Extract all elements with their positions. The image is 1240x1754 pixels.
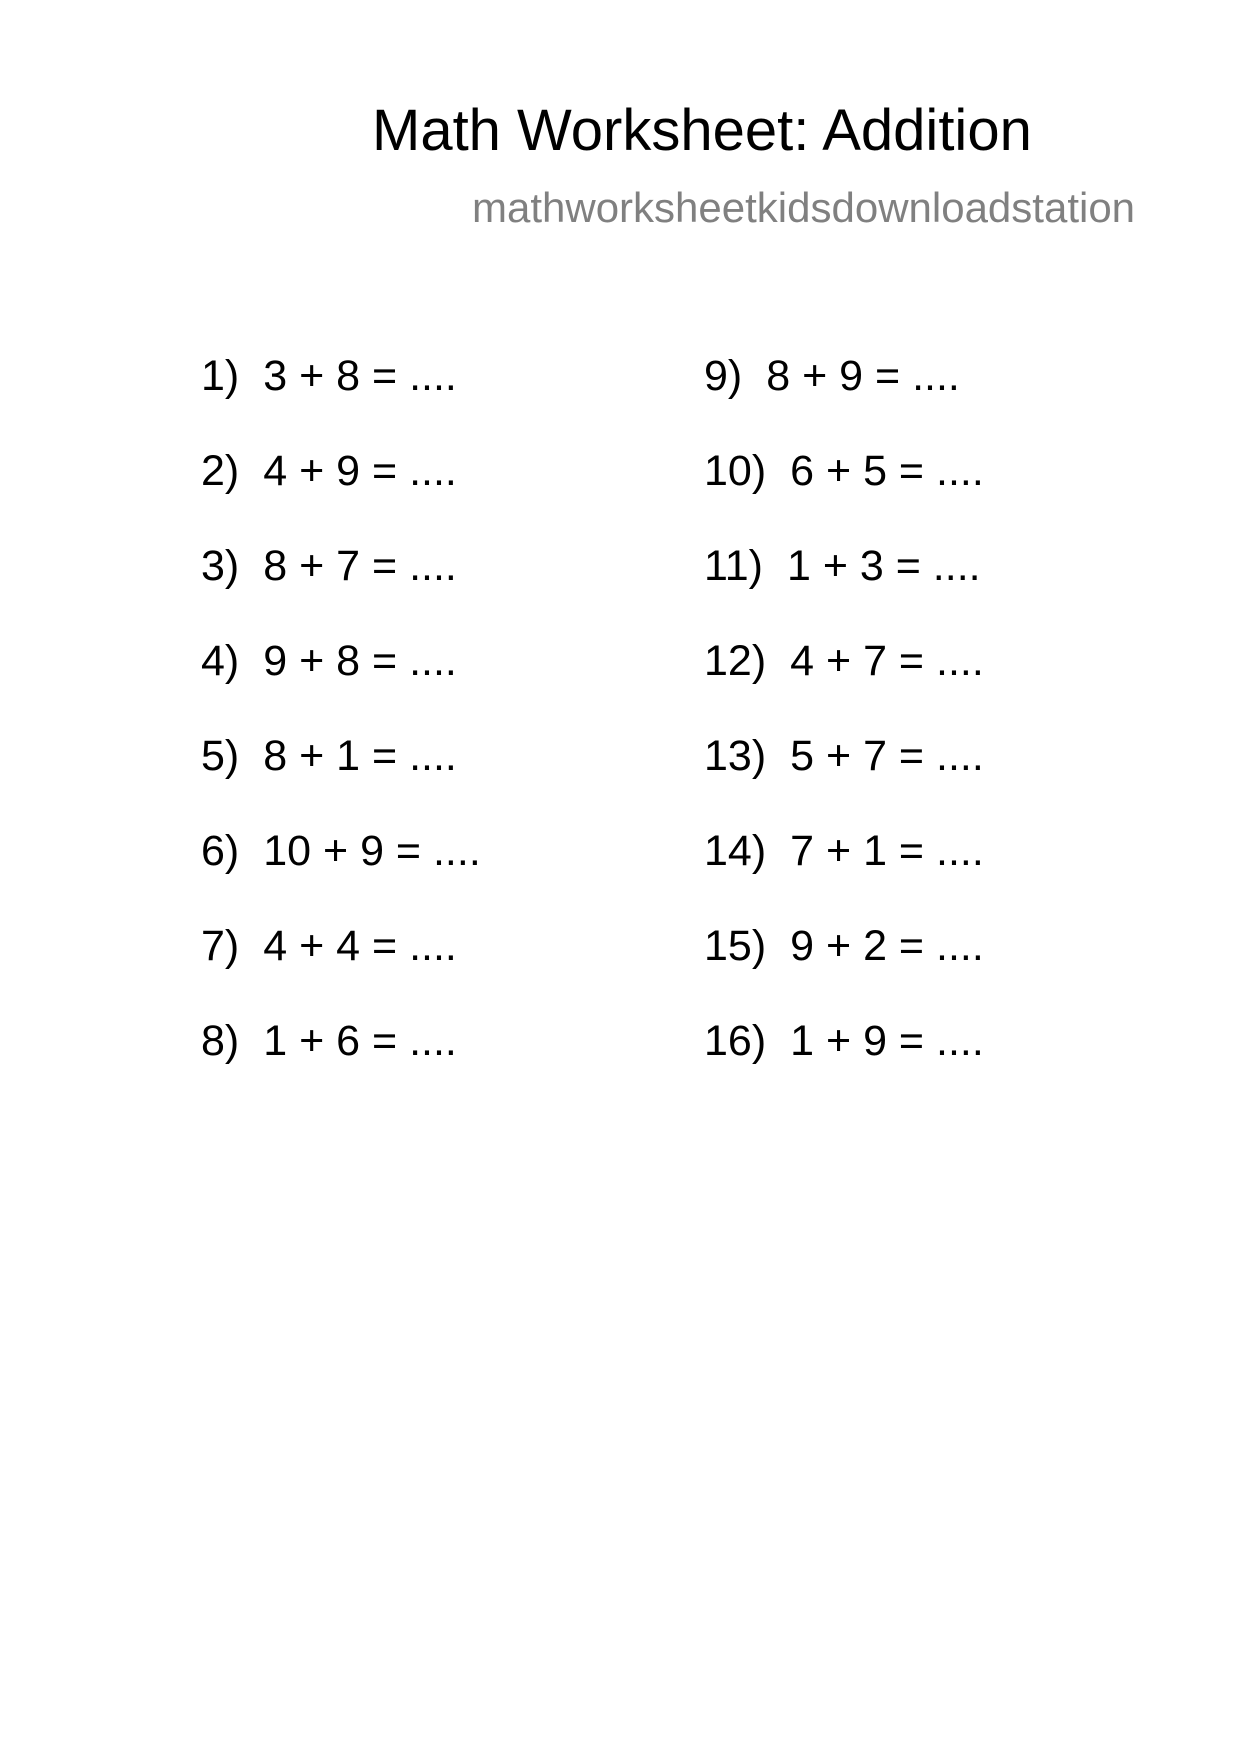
problem-item	[201, 730, 481, 825]
problem-number: 13)	[704, 732, 767, 780]
problem-item	[201, 540, 481, 635]
problem-expression: 6 + 5 = ....	[790, 447, 984, 495]
problem-item	[704, 825, 984, 920]
problem-item	[704, 540, 984, 635]
problem-expression: 8 + 7 = ....	[263, 542, 457, 590]
problem-number: 4)	[201, 637, 240, 685]
problem-expression: 10 + 9 = ....	[263, 827, 481, 875]
problem-number: 15)	[704, 922, 767, 970]
page-title: Math Worksheet: Addition	[372, 98, 1032, 163]
problem-number: 16)	[704, 1017, 767, 1065]
problem-expression: 7 + 1 = ....	[790, 827, 984, 875]
problem-expression: 3 + 8 = ....	[263, 352, 457, 400]
problem-number: 3)	[201, 542, 240, 590]
problem-number: 6)	[201, 827, 240, 875]
source-subtitle: mathworksheetkidsdownloadstation	[472, 184, 1136, 231]
problem-item	[201, 445, 481, 540]
problem-item	[201, 1015, 481, 1110]
problem-number: 8)	[201, 1017, 240, 1065]
problem-expression: 8 + 1 = ....	[263, 732, 457, 780]
problem-item	[201, 350, 481, 445]
problem-expression: 8 + 9 = ....	[766, 352, 960, 400]
problem-number: 14)	[704, 827, 767, 875]
problem-number: 5)	[201, 732, 240, 780]
problem-expression: 1 + 3 = ....	[786, 542, 981, 590]
problem-number: 12)	[704, 637, 767, 685]
problem-item	[704, 350, 984, 445]
problem-number: 2)	[201, 447, 240, 495]
problem-item	[201, 825, 481, 920]
problem-expression: 5 + 7 = ....	[790, 732, 984, 780]
problem-expression: 1 + 6 = ....	[263, 1017, 457, 1065]
problem-number: 7)	[201, 922, 240, 970]
problem-list-left	[201, 350, 481, 1110]
problem-item	[704, 920, 984, 1015]
problem-expression: 9 + 8 = ....	[263, 637, 457, 685]
problem-item	[704, 1015, 984, 1110]
problem-expression: 4 + 9 = ....	[263, 447, 457, 495]
problem-item	[201, 635, 481, 730]
problem-expression: 4 + 7 = ....	[790, 637, 984, 685]
problem-number: 10)	[704, 447, 767, 495]
problem-list-right	[704, 350, 984, 1110]
problem-expression: 9 + 2 = ....	[790, 922, 984, 970]
problem-item	[704, 635, 984, 730]
problem-item	[704, 445, 984, 540]
problem-expression: 4 + 4 = ....	[263, 922, 457, 970]
problem-number: 11)	[704, 542, 763, 590]
problem-item	[201, 920, 481, 1015]
problem-expression: 1 + 9 = ....	[790, 1017, 984, 1065]
problem-number: 9)	[704, 352, 743, 400]
problem-item	[704, 730, 984, 825]
problem-number: 1)	[201, 352, 240, 400]
